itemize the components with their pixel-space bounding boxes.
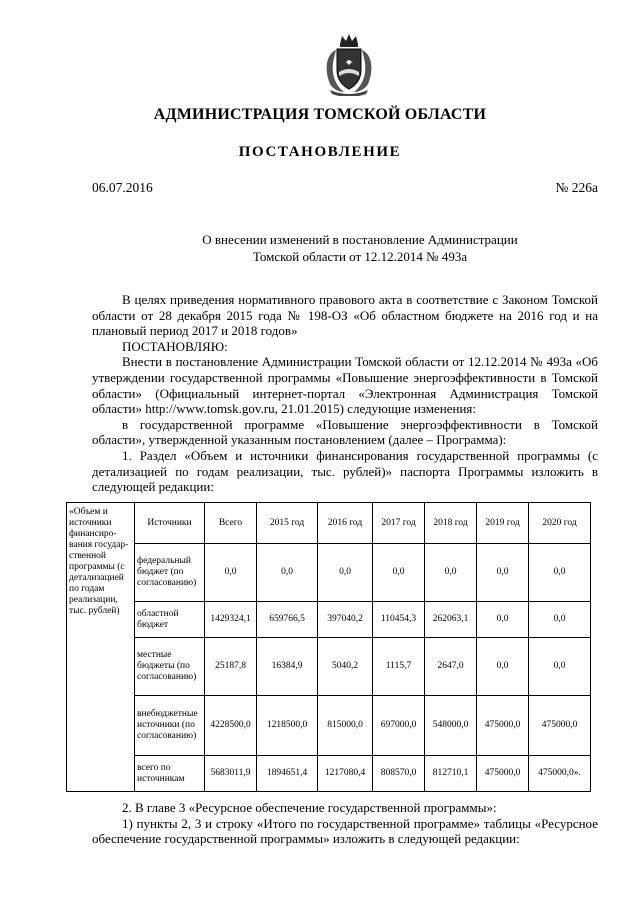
value-cell: 0,0 (529, 638, 591, 696)
document-date: 06.07.2016 (92, 180, 153, 195)
header-cell: 2019 год (477, 503, 529, 544)
header-cell: 2015 год (257, 503, 318, 544)
organization-title: АДМИНИСТРАЦИЯ ТОМСКОЙ ОБЛАСТИ (153, 106, 487, 123)
table-row (67, 602, 591, 638)
value-cell: 0,0 (477, 602, 529, 638)
value-cell: 1894651,4 (257, 756, 318, 792)
value-cell: 1218500,0 (257, 696, 318, 756)
value-cell: 475000,0 (477, 756, 529, 792)
table-row (67, 638, 591, 696)
subject-line-2: Томской области от 12.12.2014 № 493а (252, 249, 468, 264)
header-cell: 2018 год (425, 503, 477, 544)
table-row (67, 544, 591, 602)
table-row-label: «Объем и источники финансиро-вания государ-ственной программы (с детализацией по годам реализации, тыс. рублей) (67, 503, 135, 792)
value-cell: 0,0 (318, 544, 373, 602)
value-cell: 4228500,0 (205, 696, 257, 756)
value-cell: 397040,2 (318, 602, 373, 638)
table-header-row (67, 503, 591, 544)
body-paragraph-5: 1. Раздел «Объем и источники финансирования государственной программы (с детализацией по годам реализации, тыс. рублей)» паспорта Программы изложить в следующей редакции: (92, 447, 598, 495)
body-paragraph-1: В целях приведения нормативного правового акта в соответствие с Законом Томской области от 28 декабря 2015 года № 198-ОЗ «Об областном бюджете на 2016 год и на плановый период 2017 и 2018 годов» (92, 292, 598, 339)
table-row (67, 696, 591, 756)
value-cell: 0,0 (257, 544, 318, 602)
body-paragraph-4: в государственной программе «Повышение энергоэффективности в Томской области», утвержденной указанным постановлением (далее – Программа): (92, 416, 598, 448)
value-cell: 1115,7 (373, 638, 425, 696)
value-cell: 2647,0 (425, 638, 477, 696)
value-cell: 659766,5 (257, 602, 318, 638)
source-cell: федеральный бюджет (по согласованию) (135, 544, 205, 602)
subject-line-1: О внесении изменений в постановление Администрации (202, 232, 518, 247)
value-cell: 0,0 (529, 544, 591, 602)
source-cell: местные бюджеты (по согласованию) (135, 638, 205, 696)
value-cell: 0,0 (477, 544, 529, 602)
document-subject (120, 231, 600, 265)
financing-table-wrapper (66, 502, 591, 792)
document-continuation (92, 800, 598, 847)
table-row (67, 756, 591, 792)
value-cell: 812710,1 (425, 756, 477, 792)
value-cell: 0,0 (529, 602, 591, 638)
after-paragraph-2: 1) пункты 2, 3 и строку «Итого по государственной программе» таблицы «Ресурсное обеспечение государственной программы» изложить в следующей редакции: (92, 815, 598, 847)
value-cell: 808570,0 (373, 756, 425, 792)
value-cell: 475000,0». (529, 756, 591, 792)
body-paragraph-resolve: ПОСТАНОВЛЯЮ: (122, 338, 228, 354)
value-cell: 815000,0 (318, 696, 373, 756)
value-cell: 1429324,1 (205, 602, 257, 638)
document-body (92, 292, 598, 495)
source-cell: областной бюджет (135, 602, 205, 638)
value-cell: 548000,0 (425, 696, 477, 756)
value-cell: 697000,0 (373, 696, 425, 756)
document-type: ПОСТАНОВЛЕНИЕ (238, 144, 402, 160)
value-cell: 25187,8 (205, 638, 257, 696)
value-cell: 5040,2 (318, 638, 373, 696)
source-cell: всего по источникам (135, 756, 205, 792)
value-cell: 5683011,9 (205, 756, 257, 792)
value-cell: 0,0 (373, 544, 425, 602)
after-paragraph-1: 2. В главе 3 «Ресурсное обеспечение государственной программы»: (122, 800, 497, 815)
value-cell: 0,0 (205, 544, 257, 602)
source-cell: внебюджетные источники (по согласованию) (135, 696, 205, 756)
value-cell: 1217080,4 (318, 756, 373, 792)
value-cell: 16384,9 (257, 638, 318, 696)
value-cell: 0,0 (425, 544, 477, 602)
value-cell: 262063,1 (425, 602, 477, 638)
value-cell: 475000,0 (477, 696, 529, 756)
body-paragraph-3: Внести в постановление Администрации Томской области от 12.12.2014 № 493а «Об утверждении государственной программы «Повышение энергоэффективности в Томской области» (Официальный интернет-портал «Электронная Администрация Томской области» http://www.tomsk.gov.ru, 21.01.2015) следующие изменения: (92, 354, 598, 417)
value-cell: 475000,0 (529, 696, 591, 756)
header-cell: 2016 год (318, 503, 373, 544)
header-cell: 2020 год (529, 503, 591, 544)
header-cell: 2017 год (373, 503, 425, 544)
value-cell: 110454,3 (373, 602, 425, 638)
header-cell: Источники (135, 503, 205, 544)
financing-table (66, 502, 591, 792)
coat-of-arms-emblem (322, 32, 376, 96)
document-number: № 226а (555, 180, 598, 195)
header-cell: Всего (205, 503, 257, 544)
value-cell: 0,0 (477, 638, 529, 696)
